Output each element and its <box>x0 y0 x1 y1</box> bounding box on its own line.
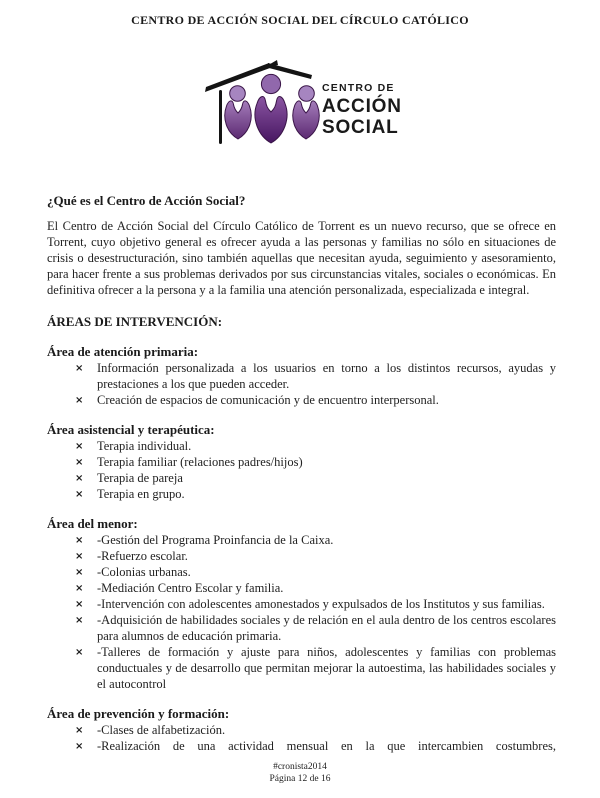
person-right-body-icon <box>293 101 319 139</box>
area-title: Área del menor: <box>47 516 138 531</box>
area-item <box>47 470 556 486</box>
x-bullet-icon: × <box>75 567 84 578</box>
x-bullet-icon: × <box>75 615 84 626</box>
area-item-text: -Refuerzo escolar. <box>97 549 188 563</box>
area-item <box>47 392 556 408</box>
areas-list <box>47 344 556 754</box>
area-section <box>47 422 556 502</box>
x-bullet-icon: × <box>75 457 84 468</box>
area-item-text: -Colonias urbanas. <box>97 565 191 579</box>
area-item-text: -Adquisición de habilidades sociales y de relación en el aula dentro de los centros escolares para alumnos de educación primaria. <box>97 613 556 643</box>
area-title: Área asistencial y terapéutica: <box>47 422 215 437</box>
document-body <box>47 193 556 754</box>
area-items <box>47 532 556 692</box>
intro-heading: ¿Qué es el Centro de Acción Social? <box>47 193 246 208</box>
page-footer <box>0 761 600 785</box>
person-right-head-icon <box>299 86 315 102</box>
area-items <box>47 438 556 502</box>
logo-line-accion: ACCIÓN <box>322 95 402 117</box>
area-title: Área de atención primaria: <box>47 344 199 359</box>
area-item-text: Terapia individual. <box>97 439 192 453</box>
x-bullet-icon: × <box>75 489 84 500</box>
house-post-icon <box>219 90 222 144</box>
area-item-text: -Realización de una actividad mensual en la que intercambien costumbres, <box>97 739 556 753</box>
area-section <box>47 344 556 408</box>
area-section <box>47 516 556 692</box>
area-item-text: -Intervención con adolescentes amonestados y expulsados de los Institutos y sus familias. <box>97 597 545 611</box>
person-center-head-icon <box>261 74 280 93</box>
x-bullet-icon: × <box>75 551 84 562</box>
area-item <box>47 722 556 738</box>
intro-paragraph: El Centro de Acción Social del Círculo Católico de Torrent es un nuevo recurso, que se ofrece en Torrent, cuyo objetivo general es ofrecer ayuda a las personas y familias no sólo en situaciones de crisis o desestructuración, sino también aquellas que necesitan ayuda, seguimiento y asesoramiento, para hacer frente a sus problemas derivados por sus circunstancias vitales, sociales o económicas. En definitiva ofrecer a la persona y a la familia una atención personalizada, especializada e integral. <box>47 219 556 297</box>
area-item <box>47 644 556 692</box>
area-item <box>47 612 556 644</box>
x-bullet-icon: × <box>75 441 84 452</box>
area-item <box>47 438 556 454</box>
person-center-body-icon <box>255 97 287 143</box>
area-item-text: -Clases de alfabetización. <box>97 723 226 737</box>
area-section <box>47 706 556 754</box>
area-item-text: Terapia de pareja <box>97 471 183 485</box>
logo-line-social: SOCIAL <box>322 116 399 138</box>
area-item <box>47 486 556 502</box>
area-item <box>47 580 556 596</box>
x-bullet-icon: × <box>75 647 84 658</box>
centro-accion-social-logo <box>180 56 420 162</box>
area-item <box>47 564 556 580</box>
area-item <box>47 532 556 548</box>
area-title: Área de prevención y formación: <box>47 706 230 721</box>
area-item-text: Creación de espacios de comunicación y de encuentro interpersonal. <box>97 393 439 407</box>
area-item-text: -Gestión del Programa Proinfancia de la Caixa. <box>97 533 334 547</box>
area-item-text: -Talleres de formación y ajuste para niños, adolescentes y familias con problemas conductuales y de desarrollo que permitan mejorar la autoestima, las habilidades sociales y el autocontrol <box>97 645 556 691</box>
footer-page-number: Página 12 de 16 <box>269 774 331 784</box>
x-bullet-icon: × <box>75 599 84 610</box>
footer-hashtag: #cronista2014 <box>273 762 327 772</box>
area-item-text: -Mediación Centro Escolar y familia. <box>97 581 284 595</box>
x-bullet-icon: × <box>75 395 84 406</box>
logo-line-centro-de: CENTRO DE <box>322 82 395 94</box>
page-title: CENTRO DE ACCIÓN SOCIAL DEL CÍRCULO CATÓLICO <box>131 13 469 27</box>
area-items <box>47 722 556 754</box>
area-item <box>47 360 556 392</box>
area-item <box>47 738 556 754</box>
x-bullet-icon: × <box>75 583 84 594</box>
areas-heading: ÁREAS DE INTERVENCIÓN: <box>47 314 223 329</box>
x-bullet-icon: × <box>75 363 84 374</box>
area-item-text: Terapia familiar (relaciones padres/hijos) <box>97 455 303 469</box>
area-item <box>47 596 556 612</box>
person-left-head-icon <box>230 86 246 102</box>
logo-wordmark <box>322 83 402 137</box>
area-items <box>47 360 556 408</box>
x-bullet-icon: × <box>75 741 84 752</box>
area-item-text: Terapia en grupo. <box>97 487 185 501</box>
person-left-body-icon <box>225 101 251 139</box>
area-item <box>47 548 556 564</box>
x-bullet-icon: × <box>75 535 84 546</box>
x-bullet-icon: × <box>75 473 84 484</box>
area-item-text: Información personalizada a los usuarios en torno a los distintos recursos, ayudas y prestaciones a los que pueden acceder. <box>97 361 556 391</box>
x-bullet-icon: × <box>75 725 84 736</box>
area-item <box>47 454 556 470</box>
